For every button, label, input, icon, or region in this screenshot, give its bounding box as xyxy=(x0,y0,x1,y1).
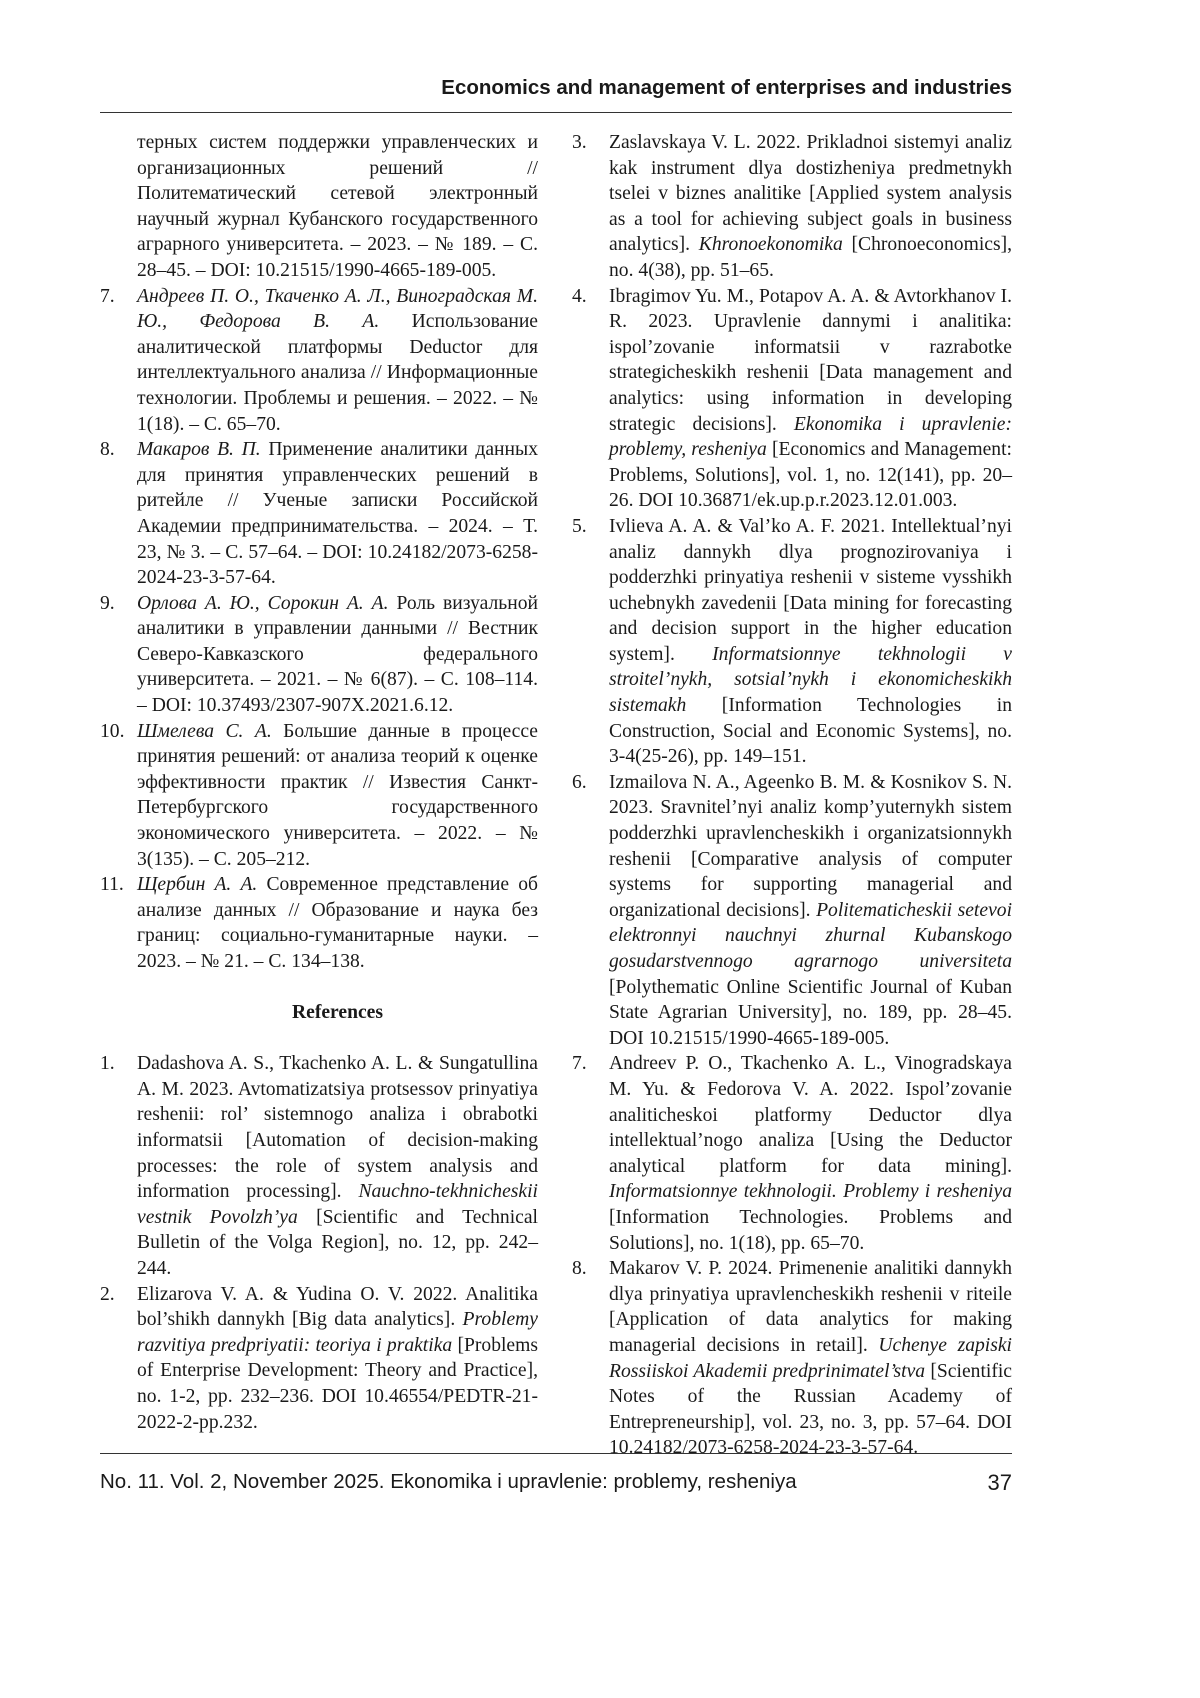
reference-number: 1. xyxy=(100,1051,115,1077)
reference-text: Большие данные в процессе принятия решений: от анализа теорий к оценке эффективности практик // Известия Санкт-Петербургского государственного экономического университета. – 2022. – № 3(135). – С. 205–212. xyxy=(137,721,538,870)
right-column xyxy=(572,130,1012,1461)
reference-number: 9. xyxy=(100,591,115,617)
reference-text: Современное представление об анализе данных // Образование и наука без границ: социально-гуманитарные науки. – 2023. – № 21. – С. 134–138. xyxy=(137,874,538,972)
reference-number: 6. xyxy=(572,770,587,796)
reference-text: [Economics and Management: Problems, Solutions], vol. 1, no. 12(141), pp. 20–26. DOI 10.36871/ek.up.p.r.2023.12.01.003. xyxy=(609,439,1012,511)
reference-text: [Information Technologies. Problems and Solutions], no. 1(18), pp. 65–70. xyxy=(609,1207,1012,1254)
reference-text: Dadashova A. S., Tkachenko A. L. & Sungatullina A. M. 2023. Avtomatizatsiya protsessov prinyatiya reshenii: rol’ sistemnogo analiza i obrabotki informatsii [Automation of decision-making processes: the role of system analysis and information processing]. xyxy=(137,1053,538,1202)
reference-text: Роль визуальной аналитики в управлении данными // Вестник Северо-Кавказского федерального университета. – 2021. – № 6(87). – С. 108–114. – DOI: 10.37493/2307-907X.2021.6.12. xyxy=(137,593,538,716)
reference-text: [Scientific Notes of the Russian Academy of Entrepreneurship], vol. 23, no. 3, pp. 57–64. DOI 10.24182/2073-6258-2024-23-3-57-64. xyxy=(609,1361,1012,1459)
reference-italic-text: Nauchno-tekhnicheskii vestnik Povolzh’ya xyxy=(137,1181,538,1228)
reference-number: 3. xyxy=(572,130,587,156)
reference-italic-text: Орлова А. Ю., Сорокин А. А. xyxy=(137,593,389,614)
reference-italic-text: Informatsionnye tekhnologii v stroitel’nykh, sotsial’nykh i ekonomicheskikh sistemakh xyxy=(609,644,1012,716)
reference-entry xyxy=(100,130,538,284)
reference-entry xyxy=(572,130,1012,284)
reference-entry xyxy=(100,719,538,873)
reference-number: 8. xyxy=(100,437,115,463)
reference-number: 8. xyxy=(572,1256,587,1282)
reference-text: Применение аналитики данных для принятия управленческих решений в ритейле // Ученые записки Российской Академии предпринимательства. – 2024. – Т. 23, № 3. – С. 57–64. – DOI: 10.24182/2073-6258-2024-23-3-57-64. xyxy=(137,439,538,588)
reference-number: 4. xyxy=(572,284,587,310)
reference-number: 11. xyxy=(100,872,124,898)
reference-entry xyxy=(572,770,1012,1052)
reference-italic-text: Макаров В. П. xyxy=(137,439,261,460)
reference-entry xyxy=(572,1051,1012,1256)
references-list-right xyxy=(572,130,1012,1461)
reference-italic-text: Щербин А. А. xyxy=(137,874,257,895)
reference-text: [Chronoeconomics], no. 4(38), pp. 51–65. xyxy=(609,234,1012,281)
reference-text: Использование аналитической платформы Deductor для интеллектуального анализа // Информационные технологии. Проблемы и решения. – 2022. – № 1(18). – С. 65–70. xyxy=(137,311,538,434)
reference-italic-text: Informatsionnye tekhnologii. Problemy i resheniya xyxy=(609,1181,1012,1202)
references-heading: References xyxy=(100,1000,538,1026)
reference-entry xyxy=(100,1282,538,1436)
reference-number: 5. xyxy=(572,514,587,540)
reference-italic-text: Politematicheskii setevoi elektronnyi nauchnyi zhurnal Kubanskogo gosudarstvennogo agrarnogo universiteta xyxy=(609,900,1012,972)
reference-entry xyxy=(100,1051,538,1281)
reference-text: Izmailova N. A., Ageenko B. M. & Kosnikov S. N. 2023. Sravnitel’nyi analiz komp’yuternykh sistem podderzhki upravlencheskikh i organizatsionnykh reshenii [Comparative analysis of computer systems for supporting managerial and organizational decisions]. xyxy=(609,772,1012,921)
reference-text: Makarov V. P. 2024. Primenenie analitiki dannykh dlya prinyatiya upravlencheskikh reshenii v riteile [Application of data analytics for making managerial decisions in retail]. xyxy=(609,1258,1012,1356)
reference-entry xyxy=(572,514,1012,770)
reference-italic-text: Problemy razvitiya predpriyatii: teoriya i praktika xyxy=(137,1309,538,1356)
russian-bibliography-list xyxy=(100,130,538,975)
page-number: 37 xyxy=(988,1470,1012,1496)
reference-text: Ivlieva A. A. & Val’ko A. F. 2021. Intellektual’nyi analiz dannykh dlya prognozirovaniya i podderzhki prinyatiya reshenii v sisteme vysshikh uchebnykh zavedenii [Data mining for forecasting and decision support in the higher education system]. xyxy=(609,516,1012,665)
reference-text: Zaslavskaya V. L. 2022. Prikladnoi sistemyi analiz kak instrument dlya dostizheniya predmetnykh tselei v biznes analitike [Applied system analysis as a tool for achieving subject goals in business analytics]. xyxy=(609,132,1012,255)
reference-italic-text: Андреев П. О., Ткаченко А. Л., Виноградская М. Ю., Федорова В. А. xyxy=(137,286,538,333)
reference-text: Elizarova V. A. & Yudina O. V. 2022. Analitika bol’shikh dannykh [Big data analytics]. xyxy=(137,1284,538,1331)
footer xyxy=(100,1470,1012,1494)
reference-entry xyxy=(100,872,538,974)
reference-italic-text: Khronoekonomika xyxy=(699,234,843,255)
reference-number: 2. xyxy=(100,1282,115,1308)
reference-entry xyxy=(572,1256,1012,1461)
reference-italic-text: Шмелева С. А. xyxy=(137,721,272,742)
reference-italic-text: Uchenye zapiski Rossiiskoi Akademii predprinimatel’stva xyxy=(609,1335,1012,1382)
reference-italic-text: Ekonomika i upravlenie: problemy, resheniya xyxy=(609,414,1012,461)
reference-text: Andreev P. O., Tkachenko A. L., Vinogradskaya M. Yu. & Fedorova V. A. 2022. Ispol’zovanie analiticheskoi platformy Deductor dlya intellektual’nogo analiza [Using the Deductor analytical platform for data mining]. xyxy=(609,1053,1012,1176)
references-list-left xyxy=(100,1051,538,1435)
reference-number: 10. xyxy=(100,719,125,745)
reference-number: 7. xyxy=(100,284,115,310)
reference-text: терных систем поддержки управленческих и организационных решений // Политематический сетевой электронный научный журнал Кубанского государственного аграрного университета. – 2023. – № 189. – С. 28–45. – DOI: 10.21515/1990-4665-189-005. xyxy=(137,132,538,281)
reference-text: [Scientific and Technical Bulletin of the Volga Region], no. 12, pp. 242–244. xyxy=(137,1207,538,1279)
reference-text: [Information Technologies in Construction, Social and Economic Systems], no. 3-4(25-26), pp. 149–151. xyxy=(609,695,1012,767)
footer-rule xyxy=(100,1453,1012,1454)
reference-entry xyxy=(100,591,538,719)
reference-text: [Polythematic Online Scientific Journal of Kuban State Agrarian University], no. 189, pp. 28–45. DOI 10.21515/1990-4665-189-005. xyxy=(609,977,1012,1049)
footer-journal-info: No. 11. Vol. 2, November 2025. Ekonomika i upravlenie: problemy, resheniya xyxy=(100,1470,797,1493)
reference-text: [Problems of Enterprise Development: Theory and Practice], no. 1-2, pp. 232–236. DOI 10.46554/PEDTR-21-2022-2-pp.232. xyxy=(137,1335,538,1433)
reference-entry xyxy=(100,437,538,591)
reference-text: Ibragimov Yu. M., Potapov A. A. & Avtorkhanov I. R. 2023. Upravlenie dannymi i analitika: ispol’zovanie informatsii v razrabotke strategicheskikh reshenii [Data management and analytics: using information in developing strategic decisions]. xyxy=(609,286,1012,435)
left-column xyxy=(100,130,538,1435)
running-header: Economics and management of enterprises and industries xyxy=(100,76,1012,100)
reference-entry xyxy=(100,284,538,438)
reference-entry xyxy=(572,284,1012,514)
header-rule xyxy=(100,112,1012,113)
reference-number: 7. xyxy=(572,1051,587,1077)
